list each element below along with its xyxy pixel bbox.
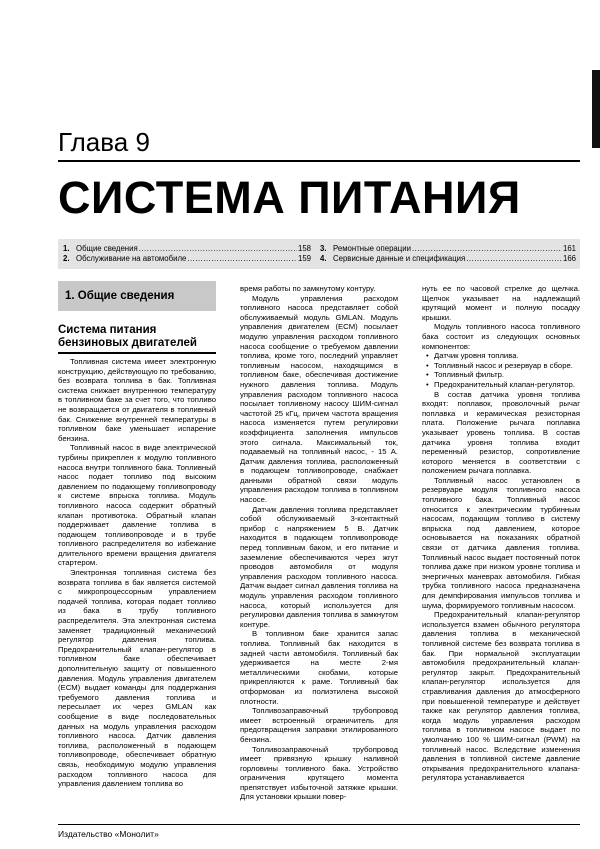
footer-rule <box>58 824 580 825</box>
toc-leader-dots <box>139 244 297 254</box>
body-paragraph: В топливном баке хранится запас топлива. Топливный бак находится в задней части автомобиля. Топливный бак удерживается на месте 2-мя металлическими скобами, которые прикрепляются к раме. Топливный бак отформован из полиэтилена высокой плотности. <box>240 629 398 706</box>
body-paragraph: нуть ее по часовой стрелке до щелчка. Щелчок указывает на надлежащий крутящий момент и полную посадку крышки. <box>422 284 580 322</box>
toc-entry-number: 3. <box>320 244 327 253</box>
toc-right-column <box>320 244 576 264</box>
toc-entry[interactable] <box>63 254 311 264</box>
chapter-title: СИСТЕМА ПИТАНИЯ <box>58 172 521 223</box>
toc-entry[interactable] <box>63 244 311 254</box>
toc-leader-dots <box>187 254 297 264</box>
toc-left-column <box>63 244 311 264</box>
component-list <box>422 351 580 389</box>
publisher-footer: Издательство «Монолит» <box>58 829 159 839</box>
toc-entry-page: 166 <box>562 254 576 263</box>
text-column-2 <box>240 284 398 802</box>
chapter-label: Глава 9 <box>58 127 150 157</box>
toc-entry-number: 1. <box>63 244 70 253</box>
toc-entry-number: 4. <box>320 254 327 263</box>
body-paragraph: время работы по замкнутому контуру. <box>240 284 376 293</box>
body-paragraph: Топливозаправочный трубопровод имеет привязную крышку наливной горловины топливного бака. Устройство ограничения крутящего момента препятствует избыточной затяжке крышки. Для установки крышки повер- <box>240 744 398 802</box>
subsection-heading: Система питания бензиновых двигателей <box>58 324 197 349</box>
toc-entry-number: 2. <box>63 254 70 263</box>
subsection-rule <box>58 352 216 354</box>
toc-entry-title: Обслуживание на автомобиле <box>76 254 187 263</box>
body-paragraph: Топливная система имеет электронную конструкцию, действующую по требованию, без возврата топлива в бак. Топливная система снижает внутреннюю температуру в топливном баке за счет того, что топливо не возвращается от двигателя в топливный бак. Снижение внутренней температуры в топливном баке уменьшает испарение бензина. <box>58 357 216 443</box>
text-column-3 <box>422 284 580 783</box>
table-of-contents <box>58 239 580 269</box>
toc-entry[interactable] <box>320 244 576 254</box>
body-paragraph: Топливный насос в виде электрической турбины прикреплен к модулю топливного насоса внутри топливного бака. Топливный насос подает топливо под высоким давлением по подающему топливопроводу к системе впрыска топлива. Модуль топливного насоса содержит обратный клапан противотока. Обратный клапан поддерживает давление топлива в подающем топливопроводе и в трубе топливного распределителя во избежание длительного времени вращения двигателя стартером. <box>58 443 216 568</box>
toc-entry-page: 161 <box>562 244 576 253</box>
chapter-tab-marker <box>592 70 600 148</box>
toc-entry-page: 159 <box>297 254 311 263</box>
toc-entry[interactable] <box>320 254 576 264</box>
body-paragraph: Модуль топливного насоса топливного бака состоит из следующих основных компонентов: <box>422 322 580 351</box>
body-paragraph: Предохранительный клапан-регулятор используется взамен обычного регулятора давления топлива в механической топливной системе без возврата топлива в бак. При нормальной эксплуатации автомобиля предохранительный клапан-регулятор закрыт. Предохранительный клапан-регулятор используется для стравливания давления до атмосферного при повышенной температуре и действует также как регулятор давления топлива, когда модуль управления расходом топлива в топливном насосе выдает по умолчанию 100 % ШИМ-сигнал (PWM) на топливный насос. Вследствие изменения давления в топливной системе давление открывания предохранительного клапана-регулятора устанавливается <box>422 610 580 783</box>
body-paragraph: Топливный насос установлен в резервуаре модуля топливного насоса топливного бака. Топливный насос относится к электрическим турбинным насосам, подающим топливо в систему впрыска под давлением, которое основывается на показаниях обратной связи от датчика давления топлива. Топливный насос выдает постоянный поток топлива даже при низком уровне топлива и энергичных маневрах автомобиля. Гибкая трубка топливного насоса предназначена для демпфирования импульсов топлива и шума, формируемого топливным насосом. <box>422 475 580 610</box>
toc-leader-dots <box>466 254 562 264</box>
chapter-rule <box>58 160 580 162</box>
toc-entry-title: Общие сведения <box>76 244 138 253</box>
toc-leader-dots <box>412 244 562 254</box>
body-paragraph: Датчик давления топлива представляет собой обслуживаемый 3-контактный прибор с напряжением 5 В. Датчик находится в подающем топливопроводе перед топливным баком, и его питание и заземление обеспечиваются через жгут проводов автомобиля от модуля управления расходом топливного насоса. Датчик выдает сигнал давления топлива на модуль управления расходом топливного насоса, который используется для регулировки давления топлива в замкнутом контуре. <box>240 504 398 629</box>
toc-entry-page: 158 <box>297 244 311 253</box>
text-column-1 <box>58 281 216 789</box>
body-paragraph: Электронная топливная система без возврата топлива в бак является системой с микропроцессорным управлением подачей топлива, которая подает топливо из бака в трубу топливного распределителя. Эта электронная система заменяет традиционный механический регулятор давления топлива. Предохранительный клапан-регулятор в топливном баке обеспечивает дополнительную защиту от повышенного давления. Модуль управления двигателем (ECM) выдает команды для поддержания требуемого давления топлива и пересылает их через GMLAN как сообщение в виде последовательных данных на модуль управления расходом топливного насоса. Датчик давления топлива, расположенный в подающем топливопроводе, обеспечивает обратную связь, необходимую модулю управления расходом топливного насоса для управления давлением топлива во <box>58 568 216 789</box>
toc-entry-title: Сервисные данные и спецификация <box>333 254 466 263</box>
list-item: • Предохранительный клапан-регулятор. <box>422 380 580 390</box>
section-heading: 1. Общие сведения <box>58 281 216 311</box>
body-paragraph: Модуль управления расходом топливного насоса представляет собой обслуживаемый модуль GMLAN. Модуль управления двигателем (ECM) посылает модулю управления расходом топливного насоса сообщение о требуемом давлении топлива, кроме того, последний управляет топливным насосом, находящимся в топливном баке, обеспечивая достижение нужного давления топлива. Модуль управления расходом топливного насоса посылает топливному насосу ШИМ-сигнал частотой 25 кГц, причем частота вращения насоса изменяется путем регулировки коэффициента заполнения импульсов этого сигнала. Максимальный ток, подаваемый на топливный насос, - 15 А. Датчик давления топлива, расположенный в подающем топливопроводе, снабжает данными обратной связи модуль управления расходом топлива в топливном насосе. <box>240 293 398 505</box>
list-item: • Топливный фильтр. <box>422 370 580 380</box>
list-item: • Датчик уровня топлива. <box>422 351 580 361</box>
body-paragraph: Топливозаправочный трубопровод имеет встроенный ограничитель для предотвращения заправки этилированного бензина. <box>240 706 398 744</box>
body-paragraph: В состав датчика уровня топлива входят: поплавок, проволочный рычаг поплавка и керамическая резисторная плата. Положение рычага поплавка указывает уровень топлива. В состав датчика уровня топлива входит переменный резистор, сопротивление которого меняется в соответствии с положением рычага поплавка. <box>422 389 580 476</box>
toc-entry-title: Ремонтные операции <box>333 244 411 253</box>
list-item: • Топливный насос и резервуар в сборе. <box>422 361 580 371</box>
